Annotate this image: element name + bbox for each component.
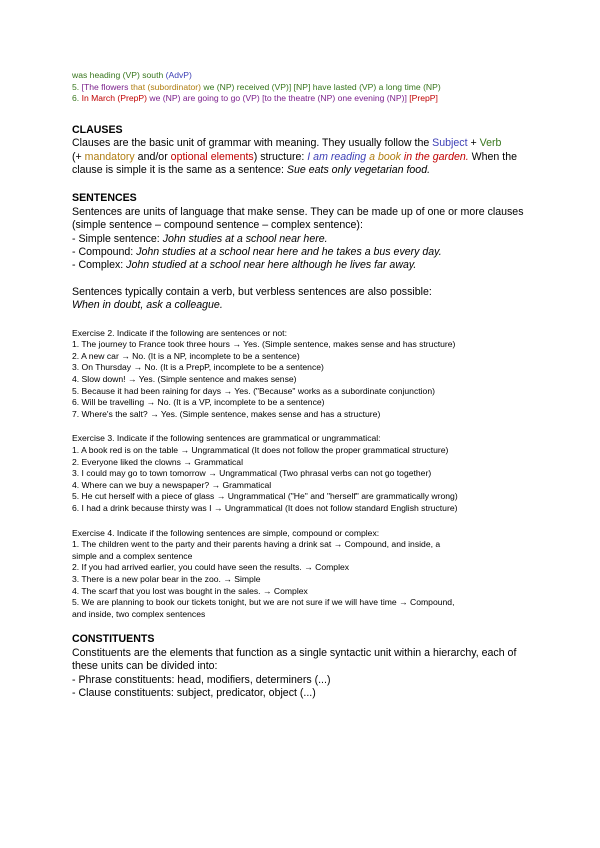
sentences-compound [72,246,532,259]
sentences-paragraph-2-example: When in doubt, ask a colleague. [72,299,223,312]
compound-label: - Compound: [72,246,137,259]
exercise2-title: Exercise 2. Indicate if the following are sentences or not: [72,327,287,338]
exercise2-item: 5. Because it had been raining for days → Yes. ("Because" works as a subordinate conjunction) [72,385,435,396]
exercise2-item: 1. The journey to France took three hours → Yes. (Simple sentence, makes sense and has structure) [72,339,456,350]
exercise3-item: 6. I had a drink because thirsty was I → Ungrammatical (It does not follow standard English structure) [72,502,458,513]
constituents-paragraph: Constituents are the elements that function as a single syntactic unit within a hierarchy, each of these units can be divided into: [72,646,517,673]
exercise3-item: 2. Everyone liked the clowns → Grammatical [72,456,243,467]
exercise4-item-3: 3. There is a new polar bear in the zoo. → Simple [72,573,261,584]
top-line-3-rest: we (NP) are going to go (VP) [to the theatre (NP) one evening (NP)] [149,93,410,104]
clauses-subject: Subject [432,137,468,150]
clauses-example-garden: in the garden. [403,150,469,163]
top-line-1-advp: (AdvP) [165,70,192,80]
top-line-2-np: [The flowers [81,81,131,92]
clauses-paragraph [72,137,532,177]
exercise4-item-1b: simple and a complex sentence [72,550,193,561]
exercise4-item-5b: and inside, two complex sentences [72,608,206,619]
exercise3-item: 5. He cut herself with a piece of glass → Ungrammatical ("He" and "herself" are grammatically wrong) [72,491,458,502]
exercise2-item: 4. Slow down! → Yes. (Simple sentence and makes sense) [72,374,297,385]
exercise3-item: 4. Where can we buy a newspaper? → Grammatical [72,479,272,490]
clauses-heading: CLAUSES [72,123,123,136]
top-line-2 [72,82,532,94]
exercise2-item: 3. On Thursday → No. (It is a PrepP, incomplete to be a sentence) [72,362,324,373]
exercise3-title: Exercise 3. Indicate if the following sentences are grammatical or ungrammatical: [72,433,381,444]
clauses-example-book: a book [369,150,404,163]
constituents-bullet-2: - Clause constituents: subject, predicator, object (...) [72,686,316,699]
document-page [72,70,532,700]
sentences-complex [72,259,532,272]
exercise4-title: Exercise 4. Indicate if the following sentences are simple, compound or complex: [72,527,380,538]
clauses-plus: + [467,137,480,150]
exercise4-item-5a: 5. We are planning to book our tickets tonight, but we are not sure if we will have time → Compound, [72,597,455,608]
constituents-bullet-1: - Phrase constituents: head, modifiers, determiners (...) [72,673,331,686]
clauses-optional: optional elements [170,150,254,163]
exercise2-item: 2. A new car → No. (It is a NP, incomplete to be a sentence) [72,350,300,361]
top-line-3-tag: [PrepP] [409,93,438,104]
clauses-example-i: I am reading [307,150,370,163]
exercise2-item: 7. Where's the salt? → Yes. (Simple sentence, makes sense and has a structure) [72,408,381,419]
top-line-2-num: 5. [72,81,82,92]
exercise4-item-4: 4. The scarf that you lost was bought in the sales. → Complex [72,585,308,596]
clauses-text-3: ) structure: [253,150,308,163]
top-line-2-rest: we (NP) received (VP)] [NP] have lasted (VP) a long time (NP) [203,81,441,92]
clauses-example-2: Sue eats only vegetarian food. [286,164,431,176]
top-line-1 [72,70,532,82]
top-line-2-subordinator: that (subordinator) [130,81,204,92]
complex-label: - Complex: [72,259,127,272]
sentences-simple [72,233,532,246]
simple-example: John studies at a school near here. [162,232,328,245]
exercise4-item-2: 2. If you had arrived earlier, you could have seen the results. → Complex [72,562,350,573]
top-line-1-vp: was heading (VP) south [72,70,166,80]
top-line-3-prepp: In March (PrepP) [81,93,150,104]
exercise2-item: 6. Will be travelling → No. (It is a VP, incomplete to be a sentence) [72,397,325,408]
sentences-heading: SENTENCES [72,192,137,205]
clauses-text-1: Clauses are the basic unit of grammar with meaning. They usually follow the [72,137,433,150]
constituents-heading: CONSTITUENTS [72,633,155,646]
clauses-andor: and/or [134,150,171,163]
clauses-text-2: (+ [72,150,85,163]
complex-example: John studied at a school near here although he lives far away. [126,259,417,272]
simple-label: - Simple sentence: [72,232,163,245]
top-line-3 [72,93,532,105]
sentences-paragraph-2: Sentences typically contain a verb, but verbless sentences are also possible: [72,285,432,298]
exercise3-item: 1. A book red is on the table → Ungrammatical (It does not follow the proper grammatical structure) [72,445,449,455]
exercise3-item: 3. I could may go to town tomorrow → Ungrammatical (Two phrasal verbs can not go together) [72,468,432,479]
clauses-text-4: When the clause is simple it is the same as a sentence: [72,150,517,176]
exercise4-item-1a: 1. The children went to the party and their parents having a drink sat → Compound, and inside, a [72,539,441,550]
clauses-verb: Verb [479,137,502,150]
compound-example: John studies at a school near here and he takes a bus every day. [136,246,442,259]
sentences-paragraph-1: Sentences are units of language that make sense. They can be made up of one or more clauses (simple sentence – compound sentence – complex sentence): [72,205,524,232]
clauses-mandatory: mandatory [84,150,135,163]
top-line-3-num: 6. [72,93,82,104]
